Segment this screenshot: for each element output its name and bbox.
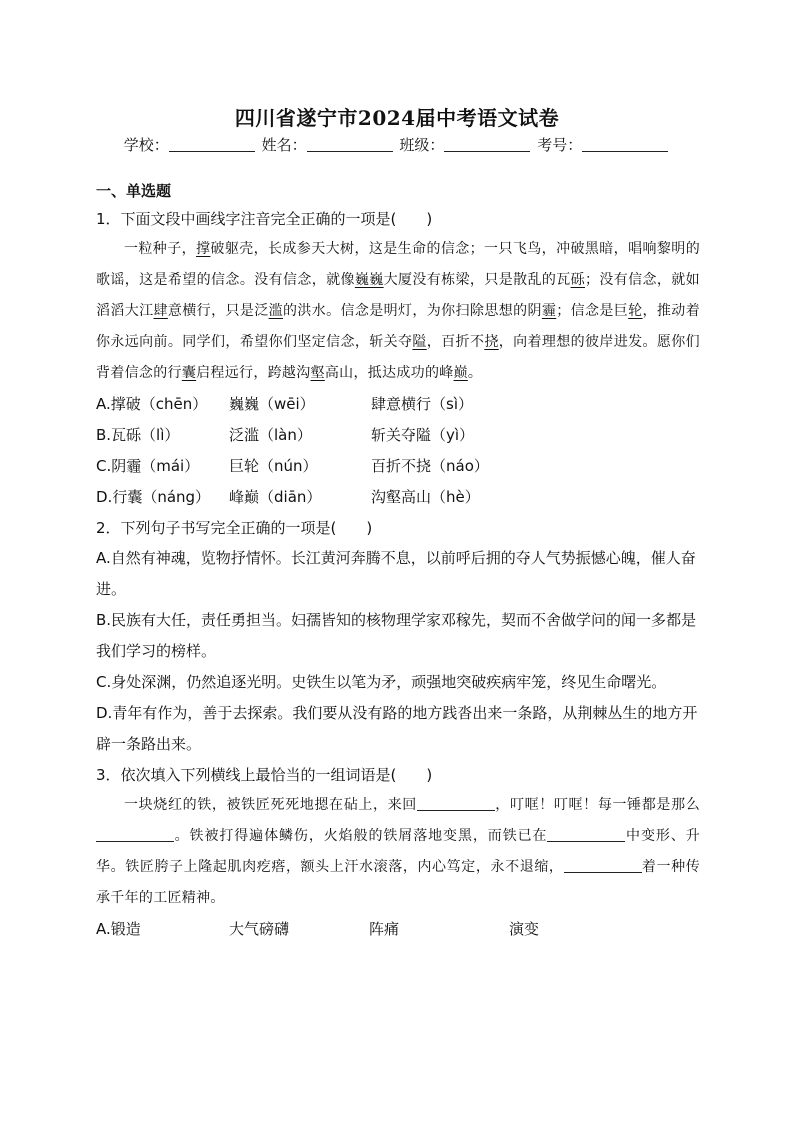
passage-text: 着一种传承千年的工匠精神。 (96, 859, 700, 906)
passage-text: ，百折不 (426, 334, 485, 350)
option-text: 巨轮（nún） (229, 457, 318, 475)
passage-text: 破躯壳，长成参天大树，这是生命的信念；一只飞鸟，冲破黑暗，唱响黎明的歌谣，这是希望的信念。没有信念，就像 (96, 241, 700, 288)
underlined-char: 轮 (628, 303, 643, 319)
option-text: 大气磅礴 (229, 920, 290, 938)
question-1-stem: 1．下面文段中画线字注音完全正确的一项是( ) (96, 210, 433, 228)
passage-text: 一粒种子， (124, 241, 197, 257)
underlined-char: 隘 (412, 334, 427, 350)
option-text: D.行囊（náng） (96, 488, 211, 506)
option-text: 百折不挠（náo） (371, 457, 489, 475)
option-text: 沟壑高山（hè） (371, 488, 480, 506)
underlined-char: 巅 (453, 365, 468, 381)
passage-text: ；信念是巨 (556, 303, 629, 319)
passage-text: ，向着理想的彼岸进发。愿你们背着信念的行 (96, 334, 700, 381)
option-text: C.阴霾（mái） (96, 457, 200, 475)
underlined-char: 砾 (570, 272, 585, 288)
exam-content (96, 178, 700, 945)
question-1-options (96, 389, 700, 513)
question-1-passage (96, 234, 700, 389)
name-field[interactable] (262, 134, 395, 155)
underlined-char: 撑 (196, 241, 211, 257)
option-text: 峰巅（diān） (229, 488, 322, 506)
exam-number-label: 考号： (537, 136, 583, 154)
section-heading: 一、单选题 (96, 182, 172, 200)
passage-text: 大厦没有栋梁，只是散乱的瓦 (383, 272, 571, 288)
option-d[interactable] (96, 482, 700, 513)
passage-text: 意横行，只是泛 (167, 303, 269, 319)
option-c[interactable]: C.身处深渊，仍然追逐光明。史铁生以笔为矛，顽强地突破疾病牢笼，终见生命曙光。 (96, 673, 667, 691)
passage-text: 的洪水。信念是明灯，为你扫除思想的阴 (282, 303, 542, 319)
passage-text: ；没有信念，就如滔滔大江 (96, 272, 700, 319)
option-text: 巍巍（wēi） (229, 395, 315, 413)
question-2-stem: 2．下列句子书写完全正确的一项是( ) (96, 519, 373, 537)
underlined-char: 霾 (541, 303, 557, 319)
option-b[interactable]: B.民族有大任，责任勇担当。妇孺皆知的核物理学家邓稼先，契而不舍做学问的闻一多都是我们学习的榜样。 (96, 611, 697, 660)
fill-blank-3[interactable] (547, 827, 625, 842)
option-c[interactable] (96, 451, 700, 482)
underlined-char: 滥 (268, 303, 283, 319)
fill-blank-2[interactable] (96, 827, 174, 842)
passage-text: ，推动着你永远向前。同学们，希望你们坚定信念，斩关夺 (96, 303, 700, 350)
option-text: B.瓦砾（lì） (96, 426, 180, 444)
underlined-char: 壑 (310, 365, 325, 381)
option-text: 泛滥（làn） (229, 426, 312, 444)
exam-number-field[interactable] (537, 134, 670, 155)
option-text: 斩关夺隘（yì） (371, 426, 475, 444)
school-field[interactable] (124, 134, 257, 155)
question-3-stem: 3．依次填入下列横线上最恰当的一组词语是( ) (96, 766, 433, 784)
passage-text: 启程远行，跨越沟 (196, 365, 311, 381)
school-blank[interactable] (169, 137, 255, 152)
underlined-char: 肆 (153, 303, 168, 319)
exam-title: 四川省遂宁市2024届中考语文试卷 (234, 106, 560, 130)
option-a[interactable] (96, 914, 700, 945)
class-field[interactable] (399, 134, 532, 155)
name-blank[interactable] (307, 137, 393, 152)
option-text: 阵痛 (369, 920, 400, 938)
name-label: 姓名： (261, 136, 307, 154)
passage-text: 一块烧红的铁，被铁匠死死地摁在砧上，来回 (124, 797, 417, 813)
fill-blank-1[interactable] (417, 796, 495, 811)
underlined-char: 囊 (181, 365, 197, 381)
option-text: A.撑破（chēn） (96, 395, 208, 413)
option-b[interactable] (96, 420, 700, 451)
underlined-char: 巍巍 (354, 272, 384, 288)
passage-text: 中变形、升华。铁匠胯子上隆起肌肉疙瘩，额头上汗水滚落，内心笃定，永不退缩， (96, 828, 701, 875)
option-a[interactable] (96, 389, 700, 420)
question-3-options (96, 914, 700, 945)
passage-text: ，叮哐！叮哐！每一锤都是那么 (494, 797, 701, 813)
passage-text: 。铁被打得遍体鳞伤，火焰般的铁屑落地变黑，而铁已在 (174, 828, 548, 844)
passage-text: 。 (467, 365, 483, 381)
option-a[interactable]: A.自然有神魂，览物抒情怀。长江黄河奔腾不息，以前呼后拥的夺人气势振憾心魄，催人奋进。 (96, 549, 696, 598)
school-label: 学校： (123, 136, 169, 154)
option-text: A.锻造 (96, 920, 141, 938)
underlined-char: 挠 (484, 334, 499, 350)
option-text: 演变 (509, 920, 540, 938)
student-info-line (0, 134, 794, 155)
option-text: 肆意横行（sì） (371, 395, 473, 413)
fill-blank-4[interactable] (564, 858, 642, 873)
exam-number-blank[interactable] (582, 137, 668, 152)
class-blank[interactable] (444, 137, 530, 152)
question-3-passage (96, 790, 700, 914)
option-d[interactable]: D.青年有作为，善于去探索。我们要从没有路的地方践沓出来一条路，从荆棘丛生的地方开辟一条路出来。 (96, 704, 698, 753)
passage-text: 高山，抵达成功的峰 (324, 365, 454, 381)
class-label: 班级： (399, 136, 445, 154)
